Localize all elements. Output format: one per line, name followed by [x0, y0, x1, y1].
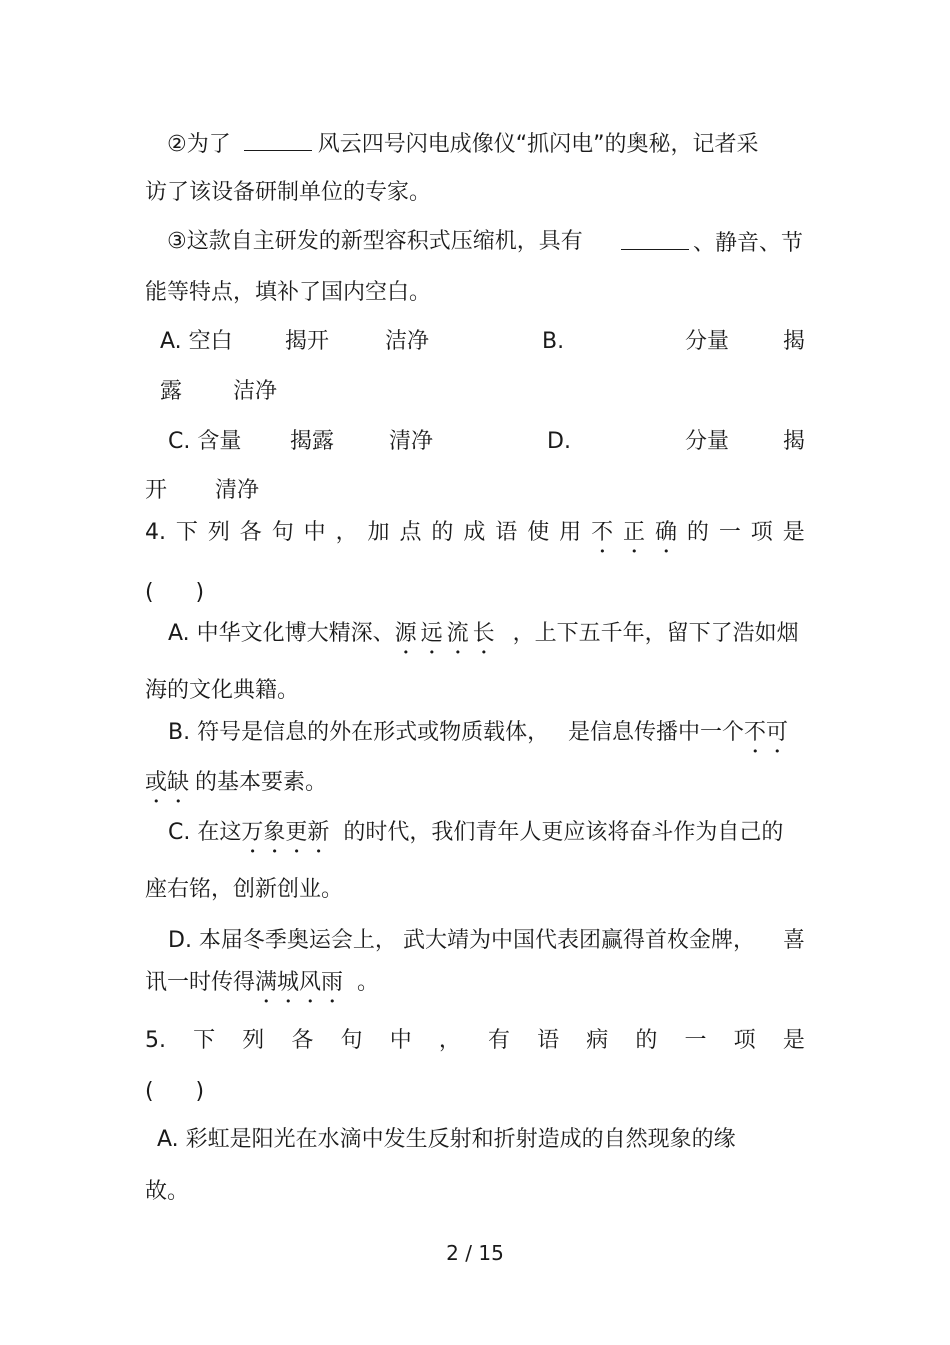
q4-option-a-line2: 海的文化典籍。: [145, 678, 300, 703]
q4-option-a-idiom: 源远流长: [394, 621, 499, 646]
q4-answer-paren: ( ): [145, 580, 205, 605]
q3-option-b-w2: 揭: [783, 329, 806, 354]
q4-stem-char: 下: [175, 520, 198, 545]
q3-option-d-w2: 揭: [783, 429, 806, 454]
q4-option-b-line2: [145, 768, 327, 808]
page-number: 2 / 15: [446, 1241, 504, 1265]
q4-stem-char: 是: [782, 520, 805, 545]
q3-option-b-w2-cont: 露: [160, 379, 183, 404]
q5-stem-char: 的: [635, 1028, 658, 1053]
q4-option-a-line1: [168, 619, 799, 659]
q3-item2-prefix: ②为了: [167, 132, 231, 157]
q4-option-b-idiom-part1: 不可: [744, 720, 789, 745]
q3-option-a: [160, 327, 233, 357]
q4-stem-char: 的: [686, 520, 709, 545]
q3-option-d-w3: 清净: [215, 478, 260, 503]
q4-number: 4.: [145, 520, 166, 545]
q3-option-a-w1: A. 空白: [160, 329, 233, 354]
q5-stem-char: ，: [438, 1028, 461, 1053]
q3-item2-line2: 访了该设备研制单位的专家。: [145, 180, 432, 205]
q4-stem-emphasis-char: 不: [591, 520, 614, 545]
q4-option-c-line1: [168, 818, 783, 858]
q3-option-b-w3: 洁净: [233, 379, 278, 404]
q4-stem-emphasis-char: 确: [654, 520, 677, 545]
q5-stem-char: 是: [782, 1028, 805, 1053]
q3-option-b-label: B.: [542, 329, 565, 354]
q4-stem-emphasis-char: 正: [623, 520, 646, 545]
q5-stem-char: 语: [537, 1028, 560, 1053]
q3-item3-text: 、静音、节: [693, 231, 804, 256]
q4-option-a-post: ，上下五千年，留下了浩如烟: [512, 621, 799, 646]
q5-stem-char: 下: [193, 1028, 216, 1053]
q4-stem-char: 点: [399, 520, 422, 545]
q3-option-a-w3: 洁净: [385, 329, 430, 354]
q4-option-b-line1b: [568, 718, 788, 758]
q4-option-d-line1b: 武大靖为中国代表团赢得首枚金牌，: [403, 928, 756, 953]
q5-number: 5.: [145, 1028, 166, 1053]
q5-option-a-line2: 故。: [145, 1179, 190, 1204]
q4-option-c-post: 的时代，我们青年人更应该将奋斗作为自己的: [343, 820, 784, 845]
q4-stem-char: 项: [750, 520, 773, 545]
q3-item3-line1-tail: [621, 227, 803, 259]
q4-option-d-post: 。: [357, 970, 380, 995]
q4-stem-char: 语: [495, 520, 518, 545]
q4-stem-char: 用: [559, 520, 582, 545]
q4-stem-char: 一: [718, 520, 741, 545]
q3-option-c-w3: 清净: [389, 429, 434, 454]
q5-stem-char: 各: [291, 1028, 314, 1053]
q4-stem-char: 各: [239, 520, 262, 545]
q5-stem-char: 句: [340, 1028, 363, 1053]
q5-stem-char: 中: [389, 1028, 412, 1053]
q5-answer-paren: ( ): [145, 1079, 205, 1104]
q3-item2-text: 风云四号闪电成像仪“抓闪电”的奥秘，记者采: [317, 132, 759, 157]
q3-item3-prefix: ③这款自主研发的新型容积式压缩机，具有: [167, 229, 583, 254]
q3-item2-line1: [167, 128, 759, 160]
q4-stem-char: 的: [431, 520, 454, 545]
q4-stem-char: 使: [527, 520, 550, 545]
q4-stem: [145, 518, 805, 558]
q3-item3-line2: 能等特点，填补了国内空白。: [145, 280, 432, 305]
q5-option-a-line1: A. 彩虹是阳光在水滴中发生反射和折射造成的自然现象的缘: [157, 1127, 736, 1152]
q3-option-d-w2-cont: 开: [145, 478, 168, 503]
q5-stem: [145, 1026, 805, 1056]
q4-stem-char: 加: [367, 520, 390, 545]
q4-stem-char: 列: [207, 520, 230, 545]
q3-option-a-w2: 揭开: [285, 329, 330, 354]
q4-option-d-line2: [145, 968, 379, 1008]
q3-item3-blank: [621, 227, 689, 250]
q4-option-a-pre: A. 中华文化博大精深、: [168, 621, 395, 646]
q4-option-d-line1a: D. 本届冬季奥运会上，: [168, 928, 397, 953]
q4-option-d-idiom: 满城风雨: [255, 970, 344, 995]
q5-stem-char: 列: [242, 1028, 265, 1053]
q4-option-b-text2: 是信息传播中一个: [568, 720, 745, 745]
q4-option-b-idiom-part2: 或缺: [145, 770, 190, 795]
q4-option-c-idiom: 万象更新: [241, 820, 330, 845]
q5-stem-char: 一: [684, 1028, 707, 1053]
q5-stem-char: 项: [733, 1028, 756, 1053]
q4-option-d-pre: 讯一时传得: [145, 970, 256, 995]
q3-option-c-w2: 揭露: [290, 429, 335, 454]
q3-option-d-w1: 分量: [685, 429, 730, 454]
q3-option-b-w1: 分量: [685, 329, 730, 354]
q4-stem-char: 中: [303, 520, 326, 545]
q4-stem-char: ，: [335, 520, 358, 545]
q3-item3-line1: [167, 227, 583, 257]
q3-item2-blank: [244, 128, 312, 151]
q3-option-d-label: D.: [547, 429, 571, 454]
q4-stem-char: 成: [463, 520, 486, 545]
q4-option-b-line1a: B. 符号是信息的外在形式或物质载体，: [168, 720, 550, 745]
q5-stem-char: 病: [586, 1028, 609, 1053]
q4-stem-char: 句: [271, 520, 294, 545]
q4-option-b-post: 的基本要素。: [195, 770, 328, 795]
q4-option-d-line1c: 喜: [783, 928, 806, 953]
q5-stem-char: 有: [487, 1028, 510, 1053]
q3-option-c-w1: C. 含量: [168, 429, 242, 454]
q4-option-c-line2: 座右铭，创新创业。: [145, 877, 344, 902]
q4-option-c-pre: C. 在这: [168, 820, 242, 845]
